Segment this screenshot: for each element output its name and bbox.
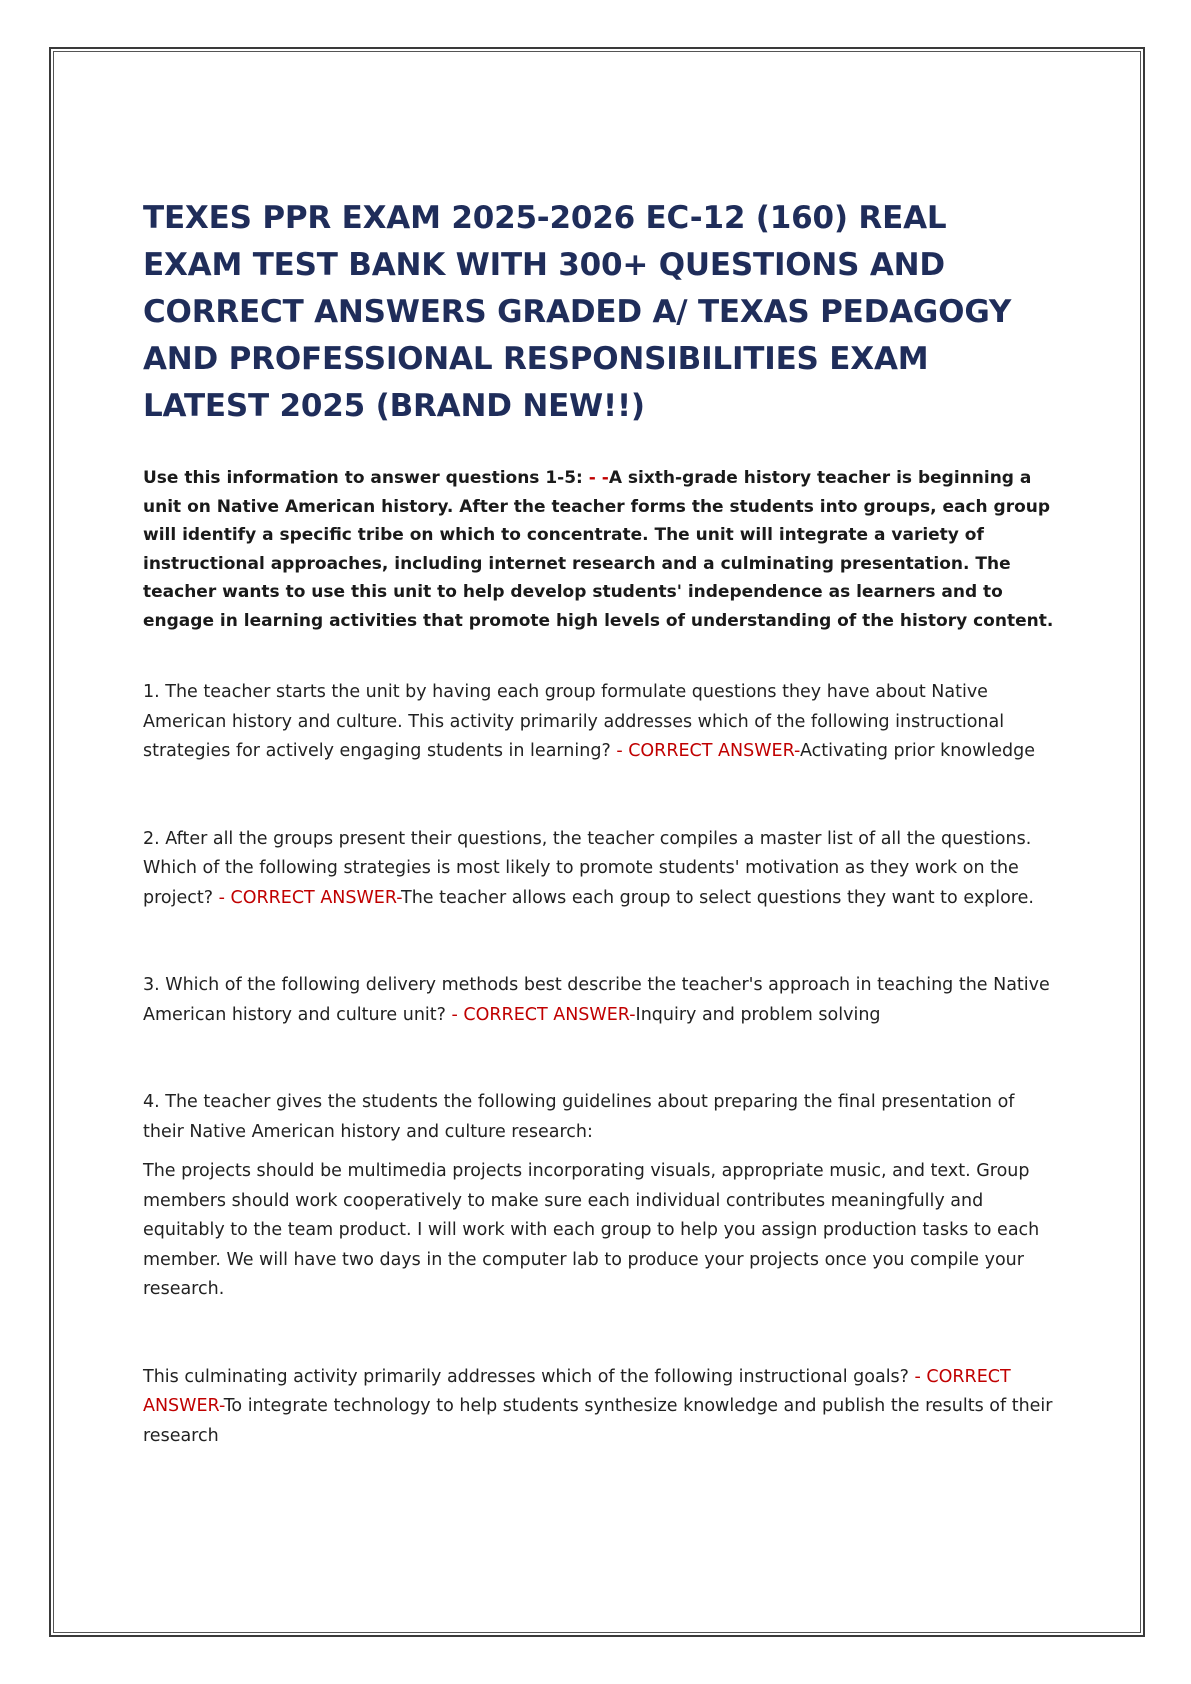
question-4-prompt-text: This culminating activity primarily addresses which of the following instructional goals? (143, 1366, 915, 1387)
document-title: TEXES PPR EXAM 2025-2026 EC-12 (160) REAL EXAM TEST BANK WITH 300+ QUESTIONS AND CORRECT ANSWERS GRADED A/ TEXAS PEDAGOGY AND PROFESSIONAL RESPONSIBILITIES EXAM LATEST 2025 (BRAND NEW!!) (143, 200, 1012, 424)
question-4-prompt (143, 1363, 1055, 1452)
intro-body: A sixth-grade history teacher is beginning a unit on Native American history. After the teacher forms the students into groups, each group will identify a specific tribe on which to concentrate. The unit will integrate a variety of instructional approaches, including internet research and a culminating presentation. The teacher wants to use this unit to help develop students' independence as learners and to engage in learning activities that promote high levels of understanding of the history content. (143, 468, 1054, 631)
question-3-answer: Inquiry and problem solving (635, 1004, 881, 1025)
question-3 (143, 971, 1055, 1030)
question-4 (143, 1088, 1055, 1147)
correct-answer-marker: - CORRECT ANSWER- (218, 887, 402, 908)
correct-answer-marker: - CORRECT ANSWER- (143, 1366, 1011, 1416)
intro-lead: Use this information to answer questions 1-5: (143, 468, 589, 488)
question-3-text: 3. Which of the following delivery methods best describe the teacher's approach in teaching the Native American history and culture unit? (143, 975, 1050, 1025)
correct-answer-marker: - CORRECT ANSWER- (451, 1004, 636, 1025)
question-1 (143, 678, 1055, 767)
question-2-text: 2. After all the groups present their questions, the teacher compiles a master list of all the questions. Which of the following strategies is most likely to promote students' motivation as they work on the project? (143, 828, 1032, 908)
question-1-answer: Activating prior knowledge (799, 741, 1036, 761)
question-4-answer: To integrate technology to help students synthesize knowledge and publish the results of their research (143, 1396, 1053, 1446)
correct-answer-marker: - CORRECT ANSWER- (616, 741, 800, 761)
question-2 (143, 825, 1055, 914)
document-content (143, 195, 1055, 1451)
question-2-answer: The teacher allows each group to select questions they want to explore. (401, 887, 1034, 908)
question-1-text: 1. The teacher starts the unit by having each group formulate questions they have about Native American history and culture. This activity primarily addresses which of the following instructional strategies for actively engaging students in learning? (143, 682, 1005, 761)
intro-paragraph (143, 464, 1055, 635)
question-4-text: 4. The teacher gives the students the following guidelines about preparing the final presentation of their Native American history and culture research: (143, 1092, 1015, 1142)
intro-separator: - - (588, 468, 609, 488)
question-4-guidelines: The projects should be multimedia projects incorporating visuals, appropriate music, and text. Group members should work cooperatively to make sure each individual contributes meaningfully and equitably to the team product. I will work with each group to help you assign production tasks to each member. We will have two days in the computer lab to produce your projects once you compile your research. (143, 1161, 1040, 1299)
